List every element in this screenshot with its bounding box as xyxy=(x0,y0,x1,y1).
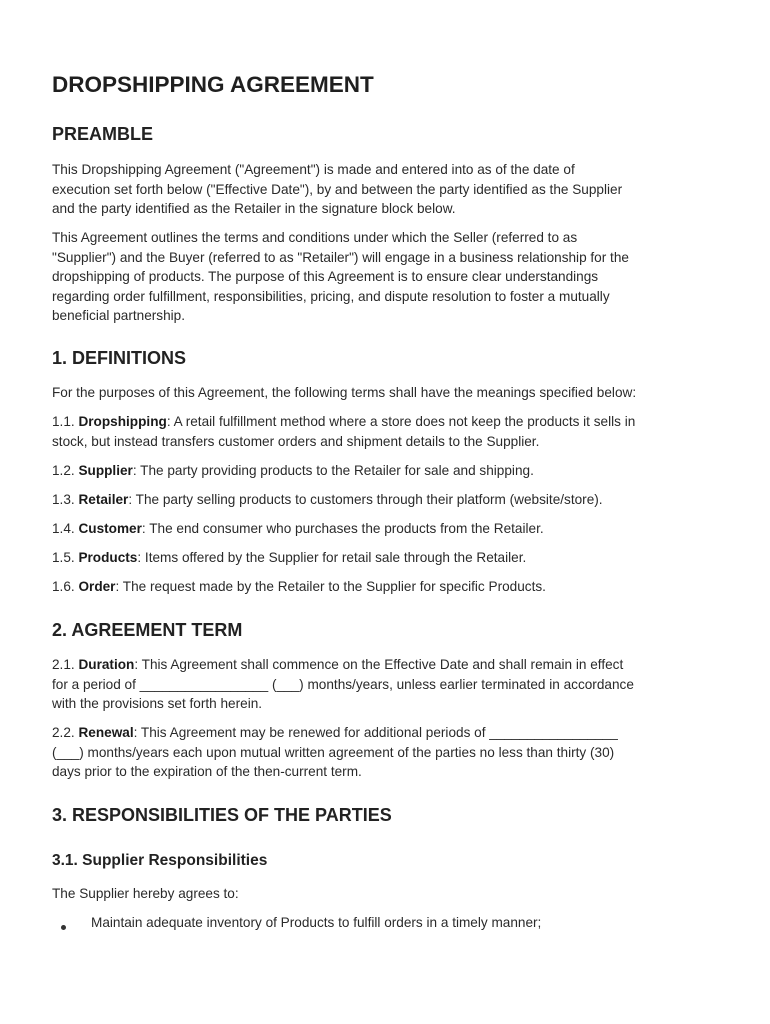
term-item-continued: (___) months/years each upon mutual written agreement of the parties no less than thirty (30) xyxy=(52,744,615,760)
item-term: Customer xyxy=(78,521,142,536)
item-text: : This Agreement may be renewed for additional periods of _________________ xyxy=(133,725,618,740)
item-term: Supplier xyxy=(78,463,133,478)
item-number: 1.4. xyxy=(52,521,79,536)
item-text: : The party selling products to customers through their platform (website/store). xyxy=(128,492,603,507)
item-term: Duration xyxy=(78,657,135,672)
preamble-p2-line1: This Agreement outlines the terms and conditions under which the Seller (referred to as xyxy=(52,230,578,245)
item-term: Renewal xyxy=(78,725,134,740)
definition-item xyxy=(52,577,546,597)
term-item-continued: days prior to the expiration of the then-current term. xyxy=(52,764,362,779)
preamble-heading: PREAMBLE xyxy=(52,124,154,144)
item-text: : This Agreement shall commence on the Effective Date and shall remain in effect xyxy=(134,657,624,672)
item-number: 1.6. xyxy=(52,579,79,594)
preamble-p2-line2: "Supplier") and the Buyer (referred to as "Retailer") will engage in a business relationship for the xyxy=(52,249,629,265)
preamble-p1-line2: execution set forth below ("Effective Date"), by and between the party identified as the Supplier xyxy=(52,181,623,197)
item-text: : The party providing products to the Retailer for sale and shipping. xyxy=(132,463,534,478)
definition-item-continued: stock, but instead transfers customer orders and shipment details to the Supplier. xyxy=(52,433,540,449)
item-term: Retailer xyxy=(78,492,129,507)
responsibilities-heading: 3. RESPONSIBILITIES OF THE PARTIES xyxy=(52,805,392,825)
term-item xyxy=(52,655,623,675)
definitions-heading: 1. DEFINITIONS xyxy=(52,348,187,368)
item-term: Dropshipping xyxy=(78,414,167,429)
item-text: : The request made by the Retailer to the Supplier for specific Products. xyxy=(115,579,546,594)
item-term: Products xyxy=(78,550,138,565)
bullet-icon xyxy=(61,925,66,930)
item-number: 1.3. xyxy=(52,492,79,507)
list-item: Maintain adequate inventory of Products to fulfill orders in a timely manner; xyxy=(91,915,542,930)
item-text: : Items offered by the Supplier for retail sale through the Retailer. xyxy=(137,550,527,565)
term-item-continued: for a period of _________________ (___) months/years, unless earlier terminated in accordance xyxy=(52,676,634,692)
item-term: Order xyxy=(78,579,116,594)
supplier-responsibilities-heading: 3.1. Supplier Responsibilities xyxy=(52,852,268,869)
preamble-p1-line3: and the party identified as the Retailer in the signature block below. xyxy=(52,201,456,216)
document-title: DROPSHIPPING AGREEMENT xyxy=(52,72,374,97)
preamble-p2-line3: dropshipping of products. The purpose of this Agreement is to ensure clear understandings xyxy=(52,269,599,284)
definition-item xyxy=(52,519,544,539)
item-number: 1.5. xyxy=(52,550,79,565)
definition-item xyxy=(52,412,635,432)
preamble-p2-line4: regarding order fulfillment, responsibilities, pricing, and dispute resolution to foster a mutually xyxy=(52,288,610,304)
preamble-p2-line5: beneficial partnership. xyxy=(52,308,185,323)
term-item-continued: with the provisions set forth herein. xyxy=(52,696,263,711)
definition-item xyxy=(52,490,603,510)
definition-item xyxy=(52,548,526,568)
preamble-p1-line1: This Dropshipping Agreement ("Agreement") is made and entered into as of the date of xyxy=(52,162,575,177)
item-number: 1.2. xyxy=(52,463,79,478)
item-text: : A retail fulfillment method where a store does not keep the products it sells in xyxy=(166,414,636,429)
supplier-responsibilities-intro: The Supplier hereby agrees to: xyxy=(52,886,239,901)
agreement-term-heading: 2. AGREEMENT TERM xyxy=(52,620,243,640)
definition-item xyxy=(52,461,534,481)
item-number: 2.2. xyxy=(52,725,79,740)
term-item xyxy=(52,723,618,743)
item-text: : The end consumer who purchases the products from the Retailer. xyxy=(141,521,544,536)
definitions-intro: For the purposes of this Agreement, the following terms shall have the meanings specified below: xyxy=(52,385,637,400)
item-number: 1.1. xyxy=(52,414,79,429)
item-number: 2.1. xyxy=(52,657,79,672)
